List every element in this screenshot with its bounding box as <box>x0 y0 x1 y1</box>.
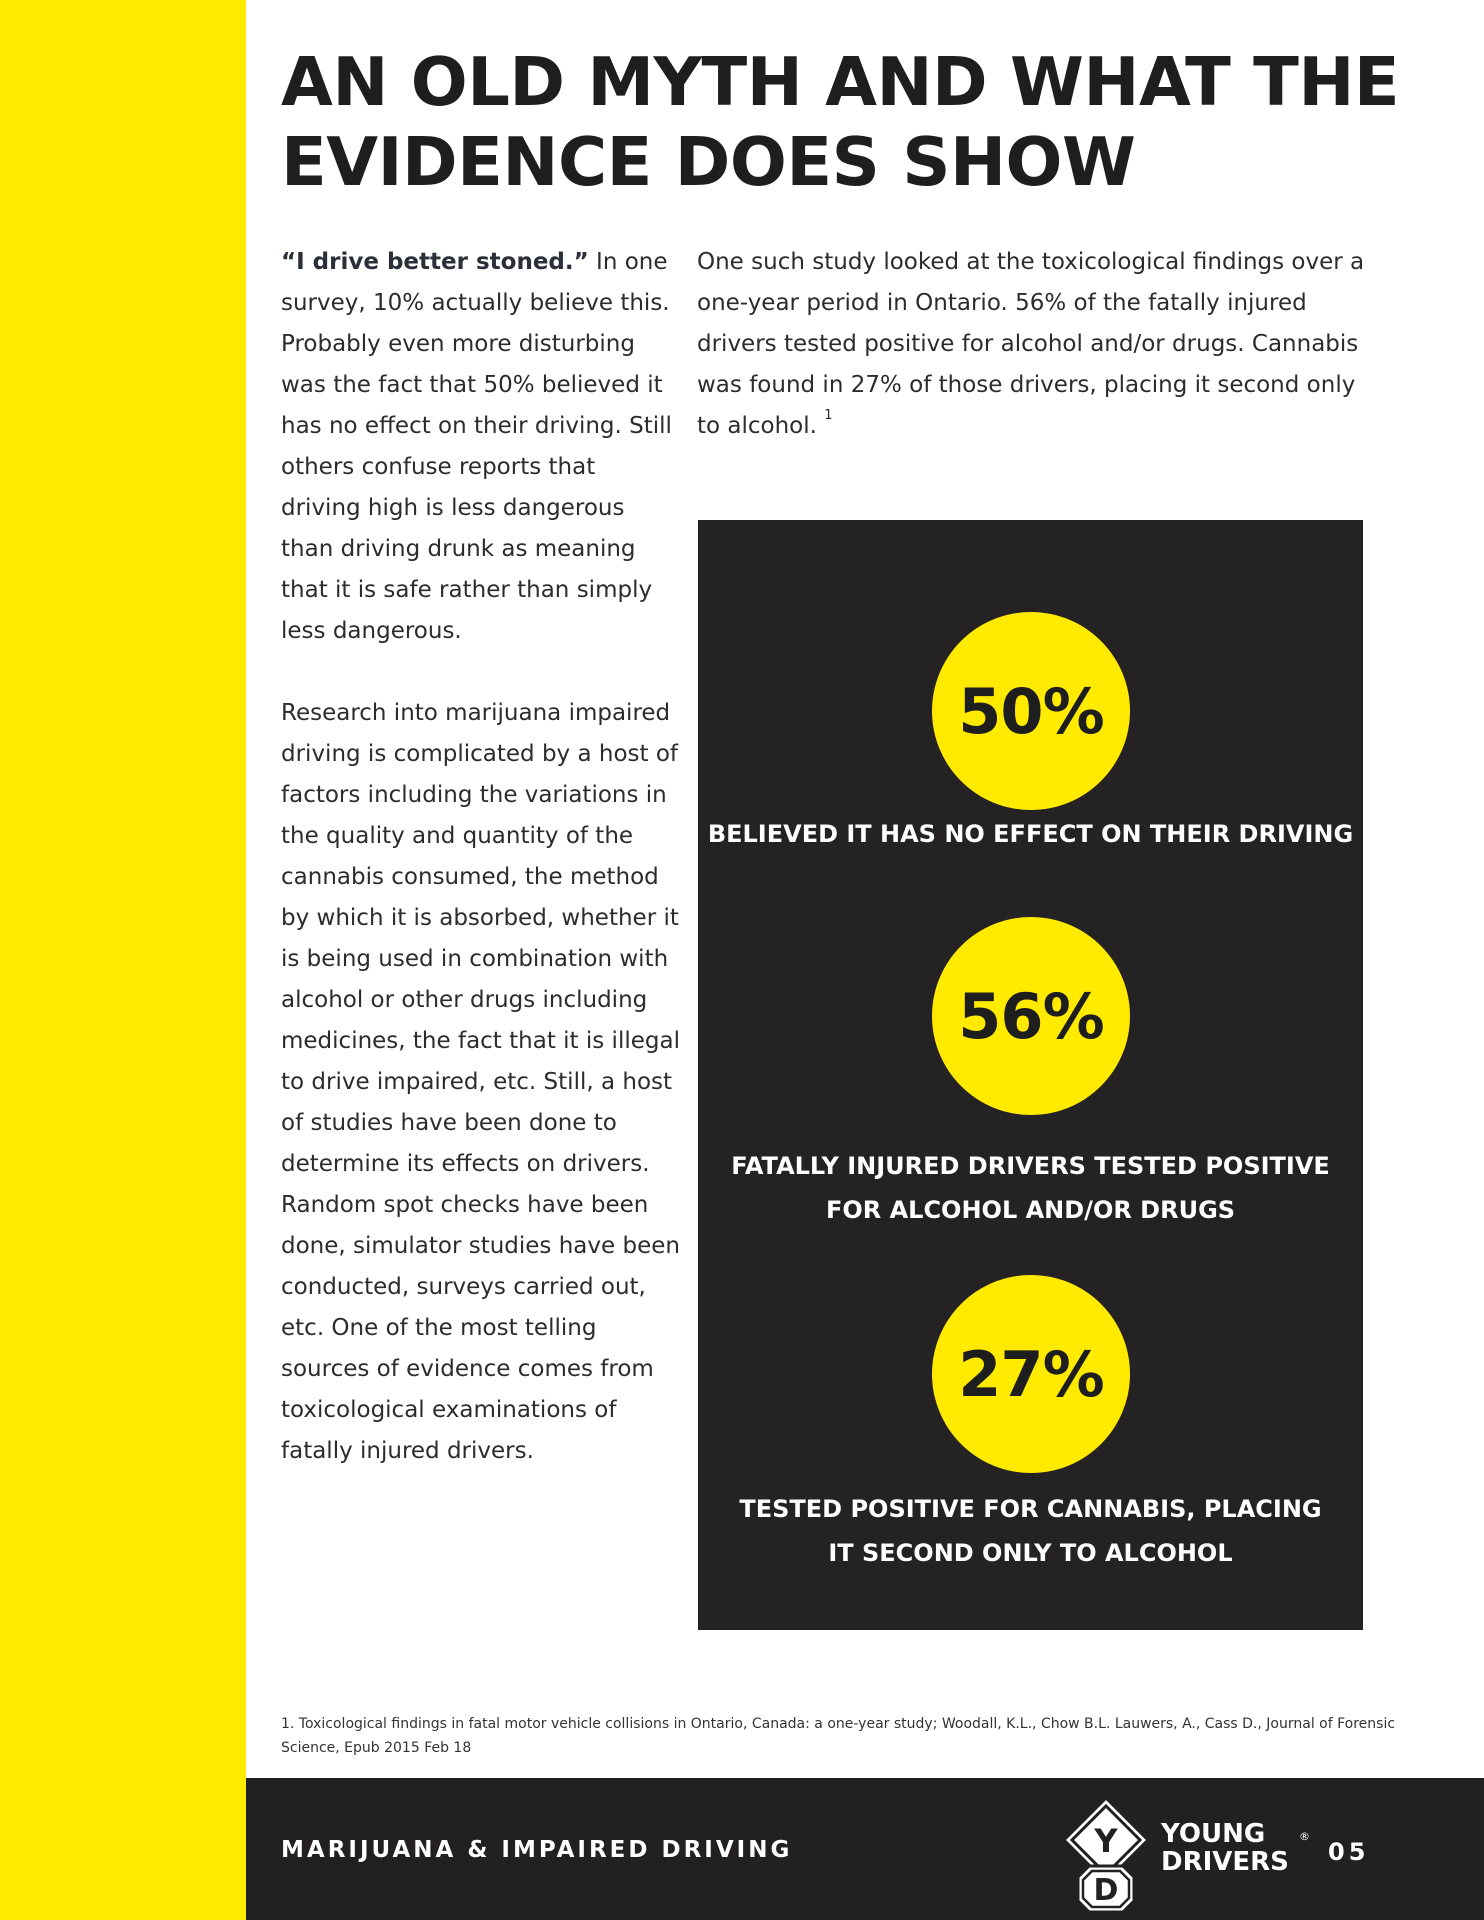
stat-value-2: 56% <box>958 979 1104 1053</box>
footer-bar <box>246 1778 1484 1920</box>
stat-caption-1-line-1: BELIEVED IT HAS NO EFFECT ON THEIR DRIVING <box>707 820 1354 848</box>
left-column <box>281 242 681 1513</box>
stat-value-3: 27% <box>958 1337 1104 1411</box>
footnote-reference: 1 <box>824 408 833 423</box>
paragraph-1-text: In one survey, 10% actually believe this. Probably even more disturbing was the fact that 50% believed it has no effect on their driving. Still others confuse reports that driving high is less dangerous than driving drunk as meaning that it is safe rather than simply less dangerous. <box>281 249 672 644</box>
right-column <box>697 242 1367 447</box>
stat-value-1: 50% <box>958 674 1104 748</box>
right-column-text: One such study looked at the toxicological findings over a one-year period in Ontario. 56% of the fatally injured drivers tested positive for alcohol and/or drugs. Cannabis was found in 27% of those drivers, placing it second only to alcohol. <box>697 249 1365 439</box>
stat-caption-3-line-1: TESTED POSITIVE FOR CANNABIS, PLACING <box>739 1495 1322 1523</box>
paragraph-2: Research into marijuana impaired driving is complicated by a host of factors including the variations in the quality and quantity of the cannabis consumed, the method by which it is absorbed, whether it is being used in combination with alcohol or other drugs including medicines, the fact that it is illegal to drive impaired, etc. Still, a host of studies have been done to determine its effects on drivers. Random spot checks have been done, simulator studies have been conducted, surveys carried out, etc. One of the most telling sources of evidence comes from toxicological examinations of fatally injured drivers. <box>281 700 680 1464</box>
registered-mark: ® <box>1299 1830 1310 1843</box>
stat-caption-2 <box>698 1144 1363 1232</box>
stat-caption-2-line-2: FOR ALCOHOL AND/OR DRUGS <box>825 1196 1236 1224</box>
stat-circle-2 <box>932 917 1130 1115</box>
young-drivers-logo-icon <box>1056 1796 1156 1916</box>
yellow-side-bar <box>0 0 246 1920</box>
footnote: 1. Toxicological findings in fatal motor vehicle collisions in Ontario, Canada: a one-year study; Woodall, K.L., Chow B.L. Lauwers, A., Cass D., Journal of Forensic Science, Epub 2015 Feb 18 <box>281 1716 1396 1756</box>
stat-caption-1 <box>698 812 1363 856</box>
page-number: 05 <box>1328 1838 1370 1866</box>
title-line-2: EVIDENCE DOES SHOW <box>281 123 1136 201</box>
stats-panel <box>698 520 1363 1630</box>
logo-letter-d: D <box>1093 1873 1119 1908</box>
page-title <box>281 42 1441 202</box>
stat-caption-3-line-2: IT SECOND ONLY TO ALCOHOL <box>828 1539 1233 1567</box>
logo-letter-y: Y <box>1094 1822 1118 1860</box>
stat-caption-3 <box>698 1487 1363 1575</box>
logo-word-young: YOUNG <box>1161 1819 1266 1849</box>
title-line-1: AN OLD MYTH AND WHAT THE <box>281 43 1400 121</box>
lead-quote: “I drive better stoned.” <box>281 249 589 275</box>
paragraph-1 <box>281 242 681 652</box>
stat-circle-1 <box>932 612 1130 810</box>
stat-circle-3 <box>932 1275 1130 1473</box>
stat-caption-2-line-1: FATALLY INJURED DRIVERS TESTED POSITIVE <box>731 1152 1330 1180</box>
logo-wordmark <box>1161 1820 1289 1876</box>
footer-label: MARIJUANA & IMPAIRED DRIVING <box>281 1837 793 1863</box>
logo-word-drivers: DRIVERS <box>1161 1847 1289 1877</box>
